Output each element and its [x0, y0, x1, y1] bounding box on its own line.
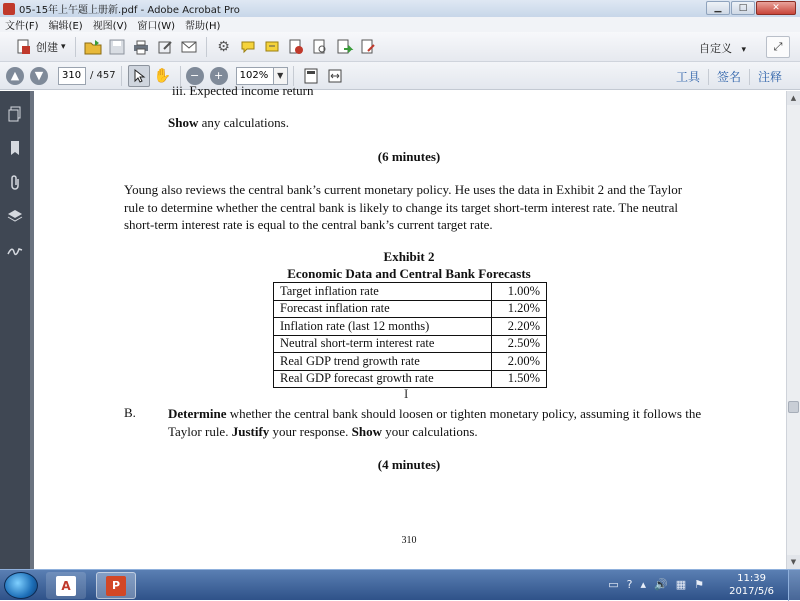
system-tray	[604, 578, 708, 591]
comment-panel-link[interactable]: 注释	[757, 70, 782, 84]
exhibit-subtitle: Economic Data and Central Bank Forecasts	[287, 266, 531, 281]
table-cell-label: Inflation rate (last 12 months)	[274, 318, 492, 336]
window-controls	[705, 1, 796, 15]
table-cell-label: Target inflation rate	[274, 283, 492, 301]
edit-icon[interactable]	[154, 36, 176, 58]
keyboard-icon[interactable]: ▭	[608, 578, 619, 591]
email-icon[interactable]	[178, 36, 200, 58]
zoom-out-icon[interactable]: −	[186, 67, 204, 85]
close-button[interactable]: ✕	[756, 1, 796, 15]
powerpoint-icon: P	[106, 576, 126, 596]
document-viewport[interactable]	[30, 83, 786, 569]
print-icon[interactable]	[130, 36, 152, 58]
customize-label: 自定义	[698, 42, 732, 55]
table-cell-value: 1.50%	[492, 370, 547, 388]
four-minutes-label: (4 minutes)	[377, 457, 441, 472]
navigation-toolbar	[0, 62, 800, 90]
gear-icon[interactable]: ⚙	[217, 38, 230, 55]
taskbar-acrobat[interactable]	[46, 572, 86, 599]
expand-icon[interactable]: ⤢	[766, 36, 790, 58]
save-icon[interactable]	[106, 36, 128, 58]
acrobat-icon: A	[56, 576, 76, 596]
delete-page-icon[interactable]	[285, 36, 307, 58]
start-button[interactable]	[4, 572, 38, 599]
page-search-icon[interactable]	[309, 36, 331, 58]
panel-links	[668, 68, 790, 85]
table-row	[274, 335, 547, 353]
menu-file[interactable]: 文件(F)	[5, 21, 39, 32]
attachment-icon[interactable]	[0, 165, 30, 199]
acrobat-app-icon	[3, 3, 15, 15]
title-bar	[0, 0, 800, 17]
toolbar-separator	[206, 37, 207, 57]
vertical-scrollbar[interactable]	[786, 91, 800, 569]
table-cell-label: Real GDP trend growth rate	[274, 353, 492, 371]
page-thumbnails-icon[interactable]	[0, 97, 30, 131]
question-label: B.	[124, 405, 136, 420]
show-bold: Show	[168, 115, 199, 130]
select-cursor-icon[interactable]	[128, 65, 150, 87]
comment-bubble-icon[interactable]	[237, 36, 259, 58]
create-label: 创建	[36, 40, 58, 54]
table-cell-value: 2.00%	[492, 353, 547, 371]
previous-page-icon[interactable]: ▲	[6, 67, 24, 85]
network-icon[interactable]: ▦	[675, 578, 687, 591]
zoom-dropdown-icon[interactable]: ▼	[274, 67, 288, 85]
table-row	[274, 353, 547, 371]
monetary-policy-paragraph: Young also reviews the central bank’s current monetary policy. He uses the data in Exhibit 2 and the Taylor rule to determine whether the central bank is likely to change its target short-term interest rate. The neutral short-term interest rate is equal to the central bank’s current target rate.	[124, 182, 683, 232]
table-row	[274, 283, 547, 301]
hand-tool-icon[interactable]: ✋	[153, 67, 172, 84]
tray-expand-icon[interactable]: ▴	[640, 578, 647, 591]
menu-view[interactable]: 视图(V)	[92, 21, 128, 32]
layers-icon[interactable]	[0, 199, 30, 233]
table-cell-value: 1.00%	[492, 283, 547, 301]
page-number-input[interactable]	[58, 67, 86, 85]
question-part-3: your calculations.	[381, 423, 478, 439]
determine-bold: Determine	[168, 406, 227, 421]
scroll-thumb[interactable]	[788, 401, 799, 413]
table-row	[274, 318, 547, 336]
menu-edit[interactable]: 编辑(E)	[48, 21, 83, 32]
six-minutes-label: (6 minutes)	[377, 149, 441, 164]
volume-icon[interactable]: 🔊	[654, 578, 668, 591]
help-icon[interactable]: ?	[626, 578, 633, 591]
table-cell-label: Neutral short-term interest rate	[274, 335, 492, 353]
create-button[interactable]	[8, 36, 70, 58]
highlight-icon[interactable]	[261, 36, 283, 58]
window-title: 05-15年上午题上册新.pdf - Adobe Acrobat Pro	[19, 5, 240, 16]
exhibit-table	[273, 282, 547, 388]
question-part-2: your response.	[269, 423, 352, 439]
clock-date: 2017/5/6	[729, 586, 774, 597]
flag-icon[interactable]: ⚑	[694, 578, 704, 591]
scroll-up-icon[interactable]: ▲	[787, 91, 800, 105]
table-cell-label: Real GDP forecast growth rate	[274, 370, 492, 388]
table-cell-value: 2.20%	[492, 318, 547, 336]
page-total: / 457	[90, 70, 116, 81]
show-rest: any calculations.	[198, 115, 289, 130]
create-pdf-icon	[13, 36, 35, 58]
chevron-down-icon: ▾	[61, 41, 66, 52]
text-cursor-icon: I	[404, 386, 409, 401]
customize-dropdown[interactable]	[699, 40, 746, 56]
clock-time: 11:39	[737, 573, 766, 584]
page-number-footer: 310	[401, 535, 417, 546]
show-bold-2: Show	[351, 423, 382, 439]
tools-panel-link[interactable]: 工具	[675, 70, 700, 84]
exhibit-title: Exhibit 2	[383, 249, 435, 264]
sign-panel-link[interactable]: 签名	[716, 70, 741, 84]
maximize-button[interactable]: □	[731, 1, 755, 15]
menu-help[interactable]: 帮助(H)	[185, 21, 221, 32]
chevron-down-icon: ▾	[741, 45, 746, 55]
zoom-level-input[interactable]	[236, 67, 274, 85]
table-cell-value: 2.50%	[492, 335, 547, 353]
table-cell-value: 1.20%	[492, 300, 547, 318]
question-text	[168, 405, 708, 440]
table-row	[274, 300, 547, 318]
show-desktop-button[interactable]	[788, 570, 800, 601]
zoom-in-icon[interactable]: +	[210, 67, 228, 85]
justify-bold: Justify	[231, 423, 270, 439]
pdf-page	[34, 83, 784, 569]
next-page-icon[interactable]: ▼	[30, 67, 48, 85]
form-edit-icon[interactable]	[357, 36, 379, 58]
bookmark-icon[interactable]	[0, 131, 30, 165]
open-folder-icon[interactable]	[82, 36, 104, 58]
table-cell-label: Forecast inflation rate	[274, 300, 492, 318]
question-part-1: whether the central bank should loosen or tighten monetary policy, assuming it follows the Taylor rule.	[168, 406, 702, 439]
toolbar-separator	[121, 66, 122, 86]
main-toolbar	[0, 32, 800, 62]
left-navigation-pane	[0, 91, 30, 569]
export-page-icon[interactable]	[333, 36, 355, 58]
menu-bar	[0, 17, 800, 32]
system-clock[interactable]	[729, 572, 774, 598]
minimize-button[interactable]: ▁	[706, 1, 730, 15]
toolbar-separator	[75, 37, 76, 57]
signatures-icon[interactable]	[0, 233, 30, 267]
scroll-down-icon[interactable]: ▼	[787, 555, 800, 569]
taskbar-powerpoint[interactable]	[96, 572, 136, 599]
fit-width-icon[interactable]	[324, 65, 346, 87]
menu-window[interactable]: 窗口(W)	[137, 21, 176, 32]
partially-visible-line: iii. Expected income return	[172, 83, 314, 98]
show-calculations-text	[168, 115, 289, 131]
windows-taskbar	[0, 569, 800, 600]
table-row	[274, 370, 547, 388]
